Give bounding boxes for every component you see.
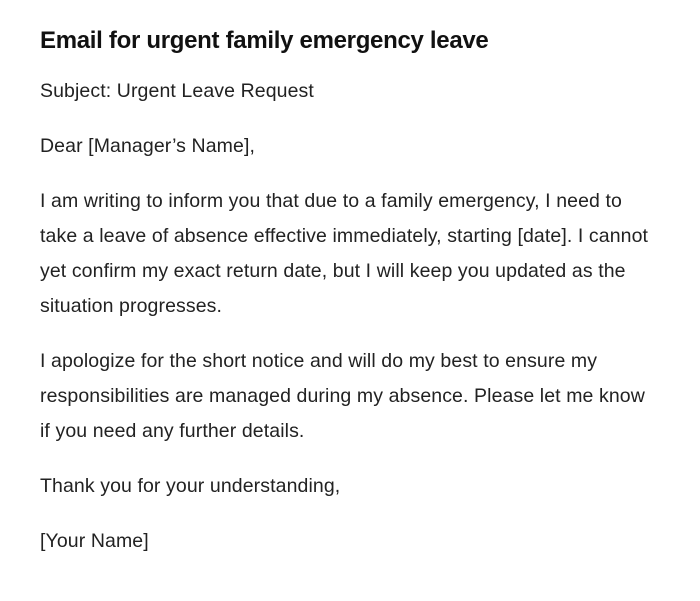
email-greeting: Dear [Manager’s Name],: [40, 135, 255, 157]
email-signature: [Your Name]: [40, 530, 149, 552]
email-subject: Subject: Urgent Leave Request: [40, 80, 314, 102]
email-closing: Thank you for your understanding,: [40, 475, 341, 497]
email-body-paragraph-1: I am writing to inform you that due to a family emergency, I need to take a leave of absence effective immediately, starting [date]. I cannot yet confirm my exact return date, but I will keep you updated as the situation progresses.: [40, 190, 649, 317]
document-title: Email for urgent family emergency leave: [40, 27, 489, 54]
email-body-paragraph-2: I apologize for the short notice and will do my best to ensure my responsibilities are managed during my absence. Please let me know if you need any further details.: [40, 350, 645, 442]
